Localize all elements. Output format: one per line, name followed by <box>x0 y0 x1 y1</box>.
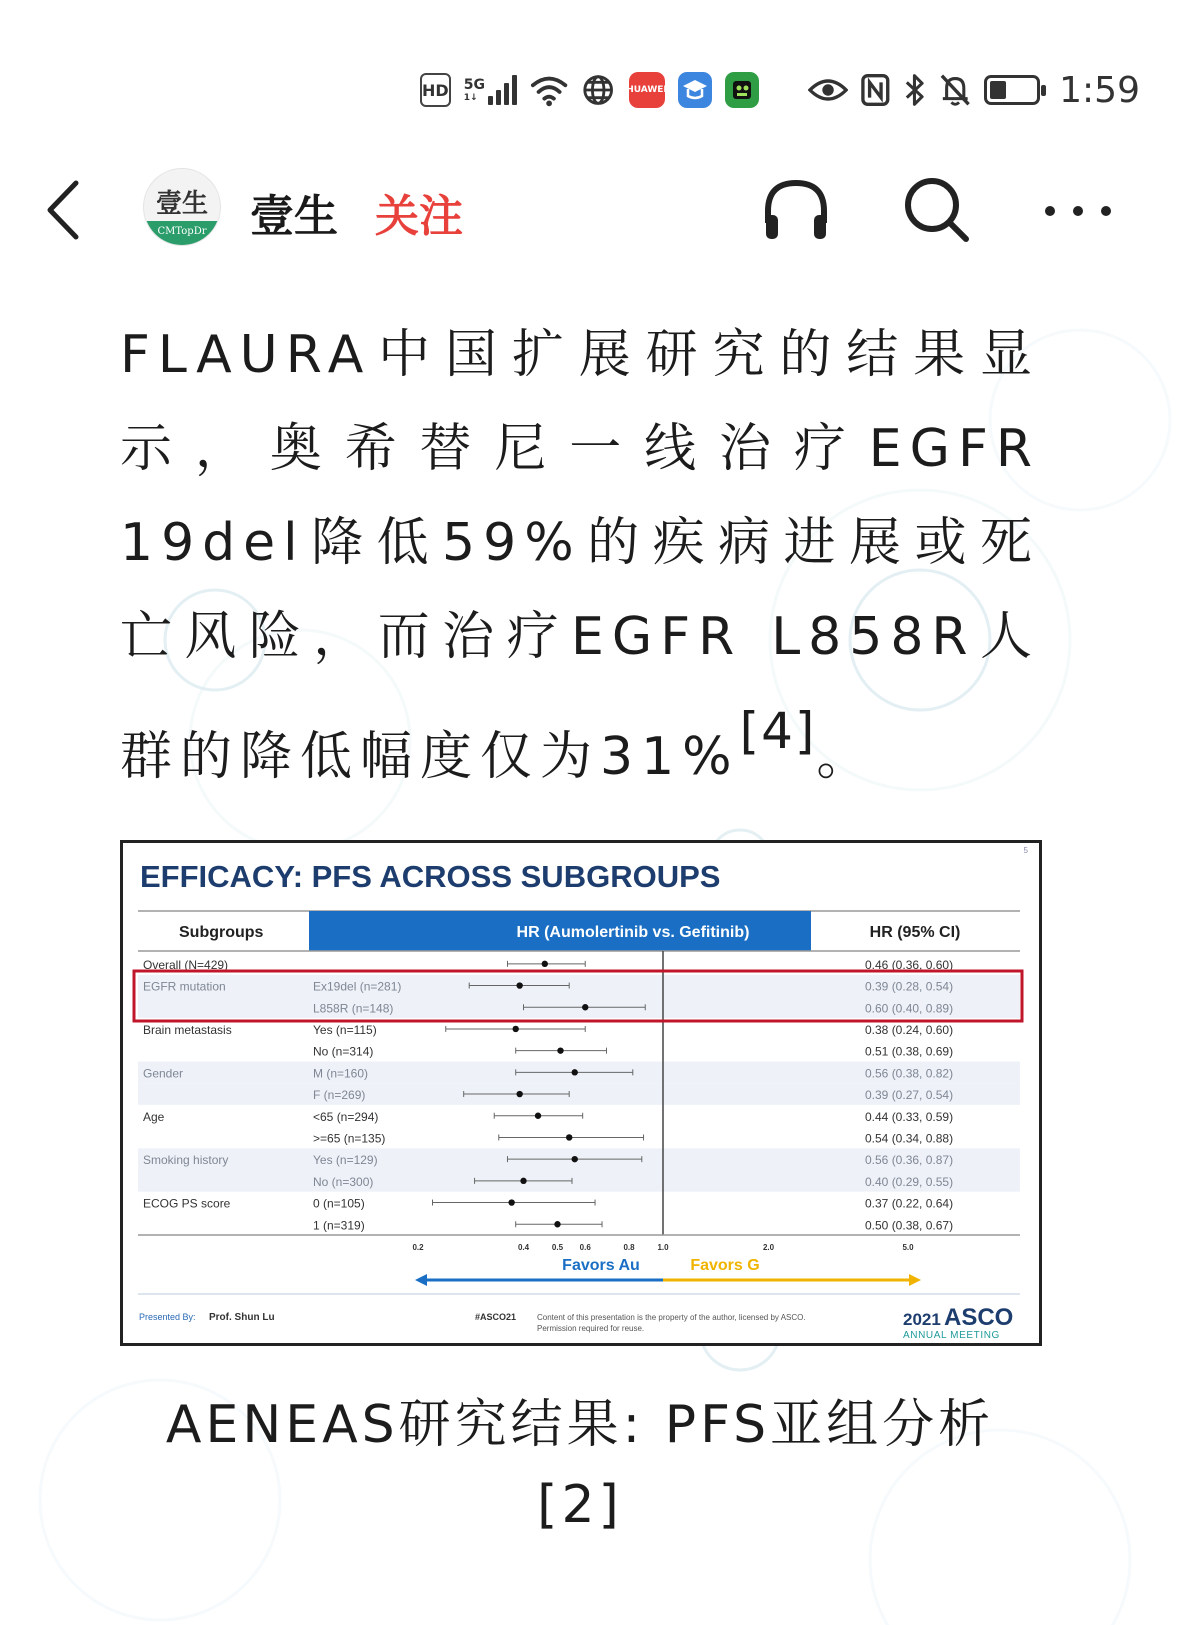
row-ci-text: 0.56 (0.38, 0.82) <box>865 1066 954 1081</box>
network-type: 5G <box>463 77 485 93</box>
x-tick-label: 1.0 <box>657 1243 669 1252</box>
row-group-label: Overall (N=429) <box>143 957 229 972</box>
disclaimer-line1: Content of this presentation is the property of the author, licensed by ASCO. <box>537 1313 806 1322</box>
hr-point <box>535 1113 541 1119</box>
author-name[interactable]: 壹生 <box>250 191 338 242</box>
hr-point <box>513 1026 519 1032</box>
row-subgroup-label: Yes (n=115) <box>313 1022 377 1037</box>
huawei-app-icon <box>626 72 667 108</box>
more-icon[interactable] <box>1040 171 1116 247</box>
row-ci-text: 0.60 (0.40, 0.89) <box>865 1001 954 1016</box>
presenter-name: Prof. Shun Lu <box>209 1312 275 1323</box>
favors-left-arrow <box>415 1274 663 1286</box>
caption-citation[interactable]: [2] <box>537 1475 623 1535</box>
row-ci-text: 0.40 (0.29, 0.55) <box>865 1174 954 1189</box>
hr-point <box>572 1069 578 1075</box>
disclaimer-line2: Permission required for reuse. <box>537 1324 645 1333</box>
citation-marker[interactable]: [4] <box>739 702 817 760</box>
avatar-text-top: 壹生 <box>155 189 208 219</box>
x-tick-label: 0.6 <box>579 1243 591 1252</box>
hr-point <box>572 1156 578 1162</box>
caption-line1: AENEAS研究结果: PFS亚组分析 <box>165 1395 995 1455</box>
cellular-signal-icon <box>464 75 517 105</box>
clock: 1:59 <box>1059 69 1140 111</box>
x-tick-label: 2.0 <box>762 1243 775 1252</box>
avatar-text-bottom: CMTopDr <box>144 221 220 245</box>
row-ci-text: 0.54 (0.34, 0.88) <box>865 1131 954 1146</box>
row-group-label: Brain metastasis <box>143 1022 232 1037</box>
author-avatar[interactable] <box>143 168 221 246</box>
search-icon[interactable] <box>898 171 974 247</box>
x-tick-label: 0.5 <box>551 1243 564 1252</box>
asco-year: 2021 <box>903 1310 941 1329</box>
favors-right-arrow <box>663 1274 921 1286</box>
row-subgroup-label: M (n=160) <box>313 1066 369 1081</box>
row-group-label: Age <box>143 1109 165 1124</box>
mute-bell-icon <box>939 72 971 108</box>
bluetooth-icon <box>903 72 926 108</box>
forest-rows <box>138 958 1020 1232</box>
row-subgroup-label: L858R (n=148) <box>313 1001 394 1016</box>
image-caption <box>100 1385 1060 1545</box>
headphones-icon[interactable] <box>758 171 834 247</box>
battery-icon <box>984 75 1040 105</box>
row-subgroup-label: No (n=300) <box>313 1174 374 1189</box>
eye-icon <box>808 75 848 105</box>
battery-level <box>990 81 1005 99</box>
forest-plot <box>123 843 1039 1343</box>
hd-indicator: HD <box>420 73 451 107</box>
huawei-app-label: HUAWEI <box>626 85 667 95</box>
back-arrow-icon[interactable] <box>40 175 90 245</box>
slide-title: EFFICACY: PFS ACROSS SUBGROUPS <box>140 859 721 894</box>
row-ci-text: 0.37 (0.22, 0.64) <box>865 1196 954 1211</box>
nfc-icon <box>861 73 890 107</box>
x-axis-ticks <box>412 1243 914 1252</box>
article-paragraph <box>120 308 1040 804</box>
status-bar <box>420 62 1140 118</box>
row-ci-text: 0.38 (0.24, 0.60) <box>865 1022 954 1037</box>
presenter-label: Presented By: <box>139 1312 196 1322</box>
row-ci-text: 0.46 (0.36, 0.60) <box>865 957 954 972</box>
asco-name: ASCO <box>944 1304 1014 1331</box>
row-ci-text: 0.51 (0.38, 0.69) <box>865 1044 954 1059</box>
row-group-label: EGFR mutation <box>143 979 226 994</box>
row-subgroup-label: Ex19del (n=281) <box>313 979 402 994</box>
col-subgroups: Subgroups <box>179 924 264 941</box>
row-subgroup-label: <65 (n=294) <box>313 1109 379 1124</box>
row-group-label: Gender <box>143 1066 184 1081</box>
row-subgroup-label: F (n=269) <box>313 1088 366 1103</box>
row-ci-text: 0.44 (0.33, 0.59) <box>865 1109 954 1124</box>
x-tick-label: 5.0 <box>902 1243 914 1252</box>
hr-point <box>566 1134 572 1140</box>
row-group-label: Smoking history <box>143 1153 229 1168</box>
follow-button[interactable]: 关注 <box>375 191 463 242</box>
favors-right-label: Favors G <box>690 1257 760 1274</box>
hr-point <box>542 961 548 967</box>
slide-image[interactable] <box>120 840 1042 1346</box>
hr-point <box>520 1178 526 1184</box>
article-end-punct: 。 <box>816 727 877 787</box>
hashtag: #ASCO21 <box>475 1312 517 1322</box>
row-subgroup-label: 1 (n=319) <box>313 1218 365 1233</box>
article-header <box>0 165 1200 255</box>
wifi-icon <box>530 73 568 107</box>
x-tick-label: 0.2 <box>412 1243 424 1252</box>
row-group-label: ECOG PS score <box>143 1196 231 1211</box>
col-ci: HR (95% CI) <box>869 924 961 941</box>
hr-point <box>554 1221 560 1227</box>
row-ci-text: 0.56 (0.36, 0.87) <box>865 1153 954 1168</box>
hr-point <box>516 1091 522 1097</box>
row-subgroup-label: 0 (n=105) <box>313 1196 365 1211</box>
game-app-icon <box>725 72 759 108</box>
favors-left-label: Favors Au <box>562 1257 640 1274</box>
row-ci-text: 0.39 (0.27, 0.54) <box>865 1088 954 1103</box>
x-tick-label: 0.8 <box>623 1243 635 1252</box>
network-activity: 1↓ <box>463 93 478 103</box>
graduation-cap-icon <box>678 72 712 108</box>
row-subgroup-label: >=65 (n=135) <box>313 1131 386 1146</box>
hr-point <box>508 1199 514 1205</box>
row-ci-text: 0.50 (0.38, 0.67) <box>865 1218 954 1233</box>
article-text: FLAURA中国扩展研究的结果显示，奥希替尼一线治疗EGFR 19del降低59%的疾病进展或死亡风险，而治疗EGFR L858R人群的降低幅度仅为31% <box>120 325 1040 787</box>
x-tick-label: 0.4 <box>517 1243 530 1252</box>
asco-sub: ANNUAL MEETING <box>903 1330 1000 1341</box>
hr-point <box>516 982 522 988</box>
row-subgroup-label: Yes (n=129) <box>313 1153 378 1168</box>
col-hr: HR (Aumolertinib vs. Gefitinib) <box>516 924 750 941</box>
row-ci-text: 0.39 (0.28, 0.54) <box>865 979 954 994</box>
globe-icon <box>581 72 615 108</box>
hr-point <box>557 1047 563 1053</box>
slide-page-number: 5 <box>1023 846 1028 855</box>
hr-point <box>582 1004 588 1010</box>
row-subgroup-label: No (n=314) <box>313 1044 374 1059</box>
